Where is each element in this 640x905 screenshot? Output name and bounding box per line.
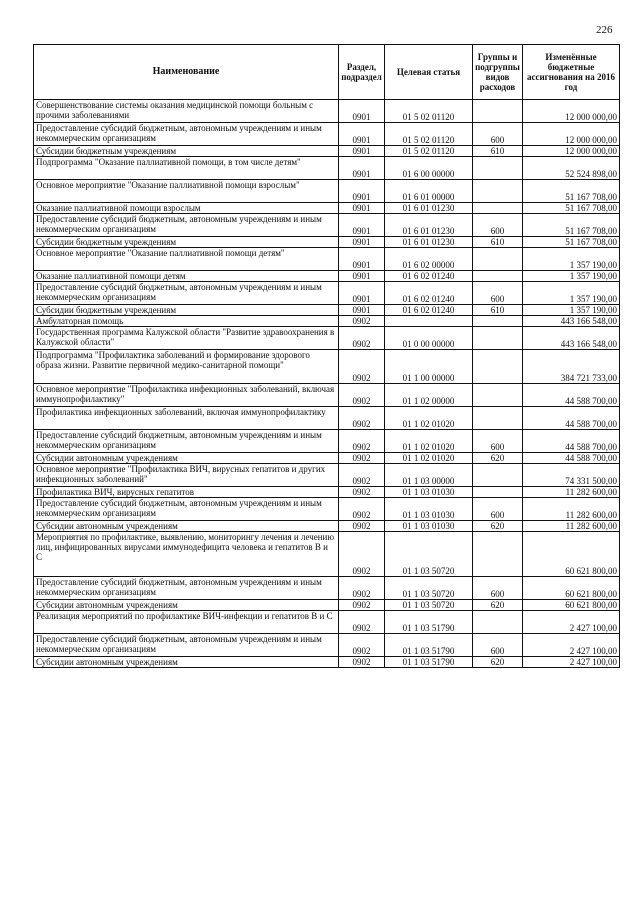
row-section: 0902 xyxy=(339,384,385,407)
row-amount: 74 331 500,00 xyxy=(523,464,620,487)
row-target: 01 1 02 00000 xyxy=(385,384,473,407)
row-target: 01 6 01 01230 xyxy=(385,203,473,214)
row-group xyxy=(473,271,523,282)
table-row xyxy=(34,407,620,430)
table-row xyxy=(34,487,620,498)
row-section: 0902 xyxy=(339,498,385,521)
row-name: Предоставление субсидий бюджетным, автономным учреждениям и иным некоммерческим организациям xyxy=(34,634,339,657)
row-target: 01 1 03 50720 xyxy=(385,532,473,577)
row-amount: 60 621 800,00 xyxy=(523,600,620,611)
row-group: 600 xyxy=(473,214,523,237)
row-target: 01 5 02 01120 xyxy=(385,123,473,146)
row-group xyxy=(473,487,523,498)
row-amount: 384 721 733,00 xyxy=(523,350,620,384)
row-group: 610 xyxy=(473,237,523,248)
row-section: 0901 xyxy=(339,271,385,282)
row-target: 01 6 01 01230 xyxy=(385,237,473,248)
row-section: 0901 xyxy=(339,282,385,305)
row-name: Субсидии автономным учреждениям xyxy=(34,657,339,668)
row-section: 0901 xyxy=(339,305,385,316)
row-section: 0901 xyxy=(339,146,385,157)
table-row xyxy=(34,327,620,350)
row-amount: 1 357 190,00 xyxy=(523,282,620,305)
row-section: 0902 xyxy=(339,316,385,327)
row-group xyxy=(473,384,523,407)
row-amount: 51 167 708,00 xyxy=(523,180,620,203)
row-section: 0902 xyxy=(339,577,385,600)
header-groups: Группы и подгруппы видов расходов xyxy=(473,45,523,100)
row-amount: 60 621 800,00 xyxy=(523,577,620,600)
table-row xyxy=(34,180,620,203)
row-target: 01 0 00 00000 xyxy=(385,327,473,350)
row-target: 01 1 03 01030 xyxy=(385,487,473,498)
row-section: 0901 xyxy=(339,157,385,180)
row-group xyxy=(473,157,523,180)
row-section: 0902 xyxy=(339,532,385,577)
table-row xyxy=(34,532,620,577)
row-name: Субсидии бюджетным учреждениям xyxy=(34,237,339,248)
row-group: 600 xyxy=(473,430,523,453)
budget-table xyxy=(33,44,620,668)
row-target: 01 1 02 01020 xyxy=(385,453,473,464)
row-group xyxy=(473,203,523,214)
row-amount: 44 588 700,00 xyxy=(523,384,620,407)
row-name: Подпрограмма "Оказание паллиативной помощи, в том числе детям" xyxy=(34,157,339,180)
row-group xyxy=(473,180,523,203)
row-group: 600 xyxy=(473,577,523,600)
table-row xyxy=(34,100,620,123)
row-amount: 44 588 700,00 xyxy=(523,407,620,430)
row-amount: 51 167 708,00 xyxy=(523,237,620,248)
row-section: 0901 xyxy=(339,123,385,146)
row-section: 0902 xyxy=(339,611,385,634)
table-row xyxy=(34,453,620,464)
row-group: 600 xyxy=(473,498,523,521)
page-number: 226 xyxy=(596,24,613,36)
row-target xyxy=(385,316,473,327)
table-row xyxy=(34,157,620,180)
row-name: Основное мероприятие "Оказание паллиативной помощи детям" xyxy=(34,248,339,271)
row-target: 01 1 03 50720 xyxy=(385,577,473,600)
table-row xyxy=(34,237,620,248)
row-name: Оказание паллиативной помощи взрослым xyxy=(34,203,339,214)
row-group: 610 xyxy=(473,305,523,316)
table-header-row xyxy=(34,45,620,100)
row-name: Предоставление субсидий бюджетным, автономным учреждениям и иным некоммерческим организациям xyxy=(34,214,339,237)
row-name: Профилактика ВИЧ, вирусных гепатитов xyxy=(34,487,339,498)
row-group xyxy=(473,316,523,327)
row-amount: 11 282 600,00 xyxy=(523,521,620,532)
header-section: Раздел, подраздел xyxy=(339,45,385,100)
header-name: Наименование xyxy=(34,45,339,100)
row-group: 620 xyxy=(473,657,523,668)
row-target: 01 5 02 01120 xyxy=(385,146,473,157)
row-group xyxy=(473,407,523,430)
row-name: Оказание паллиативной помощи детям xyxy=(34,271,339,282)
row-section: 0901 xyxy=(339,100,385,123)
row-target: 01 1 02 01020 xyxy=(385,430,473,453)
row-target: 01 1 03 51790 xyxy=(385,657,473,668)
table-row xyxy=(34,521,620,532)
row-amount: 44 588 700,00 xyxy=(523,453,620,464)
row-section: 0902 xyxy=(339,407,385,430)
row-amount: 2 427 100,00 xyxy=(523,657,620,668)
row-name: Реализация мероприятий по профилактике ВИЧ-инфекции и гепатитов В и С xyxy=(34,611,339,634)
row-name: Предоставление субсидий бюджетным, автономным учреждениям и иным некоммерческим организациям xyxy=(34,282,339,305)
row-target: 01 6 02 01240 xyxy=(385,282,473,305)
table-row xyxy=(34,146,620,157)
row-amount: 52 524 898,00 xyxy=(523,157,620,180)
row-group: 610 xyxy=(473,146,523,157)
table-row xyxy=(34,611,620,634)
row-target: 01 6 02 01240 xyxy=(385,305,473,316)
row-target: 01 1 03 00000 xyxy=(385,464,473,487)
row-amount: 12 000 000,00 xyxy=(523,100,620,123)
row-amount: 2 427 100,00 xyxy=(523,634,620,657)
row-target: 01 6 01 01230 xyxy=(385,214,473,237)
row-section: 0902 xyxy=(339,600,385,611)
row-section: 0901 xyxy=(339,180,385,203)
row-name: Предоставление субсидий бюджетным, автономным учреждениям и иным некоммерческим организациям xyxy=(34,430,339,453)
row-name: Совершенствование системы оказания медицинской помощи больным с прочими заболеваниями xyxy=(34,100,339,123)
row-target: 01 1 02 01020 xyxy=(385,407,473,430)
row-name: Мероприятия по профилактике, выявлению, мониторингу лечения и лечению лиц, инфицированных вирусами иммунодефицита человека и гепатитов В и С xyxy=(34,532,339,577)
row-amount: 12 000 000,00 xyxy=(523,123,620,146)
row-group xyxy=(473,327,523,350)
row-name: Основное мероприятие "Профилактика инфекционных заболеваний, включая иммунопрофилактику" xyxy=(34,384,339,407)
table-row xyxy=(34,203,620,214)
row-name: Государственная программа Калужской области "Развитие здравоохранения в Калужской области" xyxy=(34,327,339,350)
table-row xyxy=(34,634,620,657)
row-name: Профилактика инфекционных заболеваний, включая иммунопрофилактику xyxy=(34,407,339,430)
row-target: 01 1 03 51790 xyxy=(385,634,473,657)
row-target: 01 1 03 50720 xyxy=(385,600,473,611)
row-target: 01 1 00 00000 xyxy=(385,350,473,384)
row-amount: 51 167 708,00 xyxy=(523,203,620,214)
row-target: 01 5 02 01120 xyxy=(385,100,473,123)
table-row xyxy=(34,316,620,327)
row-group: 620 xyxy=(473,453,523,464)
row-amount: 1 357 190,00 xyxy=(523,248,620,271)
row-name: Субсидии бюджетным учреждениям xyxy=(34,146,339,157)
row-target: 01 1 03 01030 xyxy=(385,498,473,521)
row-name: Основное мероприятие "Оказание паллиативной помощи взрослым" xyxy=(34,180,339,203)
row-section: 0902 xyxy=(339,487,385,498)
row-amount: 2 427 100,00 xyxy=(523,611,620,634)
table-row xyxy=(34,498,620,521)
table-row xyxy=(34,600,620,611)
row-section: 0901 xyxy=(339,237,385,248)
row-group: 600 xyxy=(473,123,523,146)
row-name: Подпрограмма "Профилактика заболеваний и формирование здорового образа жизни. Развитие первичной медико-санитарной помощи" xyxy=(34,350,339,384)
row-section: 0902 xyxy=(339,327,385,350)
row-group xyxy=(473,464,523,487)
header-amount: Изменённые бюджетные ассигнования на 2016 год xyxy=(523,45,620,100)
row-group: 600 xyxy=(473,634,523,657)
row-target: 01 1 03 51790 xyxy=(385,611,473,634)
table-row xyxy=(34,282,620,305)
row-group xyxy=(473,100,523,123)
row-name: Предоставление субсидий бюджетным, автономным учреждениям и иным некоммерческим организациям xyxy=(34,577,339,600)
row-section: 0902 xyxy=(339,464,385,487)
row-section: 0902 xyxy=(339,430,385,453)
row-amount: 11 282 600,00 xyxy=(523,487,620,498)
row-amount: 44 588 700,00 xyxy=(523,430,620,453)
table-row xyxy=(34,271,620,282)
header-target: Целевая статья xyxy=(385,45,473,100)
row-target: 01 6 02 01240 xyxy=(385,271,473,282)
table-row xyxy=(34,305,620,316)
row-target: 01 6 00 00000 xyxy=(385,157,473,180)
table-row xyxy=(34,577,620,600)
row-section: 0902 xyxy=(339,521,385,532)
row-target: 01 6 01 00000 xyxy=(385,180,473,203)
row-name: Субсидии бюджетным учреждениям xyxy=(34,305,339,316)
table-row xyxy=(34,430,620,453)
row-group xyxy=(473,248,523,271)
row-amount: 12 000 000,00 xyxy=(523,146,620,157)
row-amount: 1 357 190,00 xyxy=(523,305,620,316)
row-name: Предоставление субсидий бюджетным, автономным учреждениям и иным некоммерческим организациям xyxy=(34,498,339,521)
row-name: Субсидии автономным учреждениям xyxy=(34,600,339,611)
row-target: 01 1 03 01030 xyxy=(385,521,473,532)
row-name: Амбулаторная помощь xyxy=(34,316,339,327)
row-group: 600 xyxy=(473,282,523,305)
table-row xyxy=(34,350,620,384)
row-section: 0902 xyxy=(339,350,385,384)
table-row xyxy=(34,248,620,271)
row-amount: 11 282 600,00 xyxy=(523,498,620,521)
row-name: Основное мероприятие "Профилактика ВИЧ, вирусных гепатитов и других инфекционных заболеваний" xyxy=(34,464,339,487)
row-group xyxy=(473,532,523,577)
row-amount: 51 167 708,00 xyxy=(523,214,620,237)
row-section: 0901 xyxy=(339,214,385,237)
row-amount: 1 357 190,00 xyxy=(523,271,620,282)
row-amount: 443 166 548,00 xyxy=(523,327,620,350)
row-group: 620 xyxy=(473,600,523,611)
row-name: Субсидии автономным учреждениям xyxy=(34,521,339,532)
table-row xyxy=(34,464,620,487)
table-row xyxy=(34,384,620,407)
row-group xyxy=(473,350,523,384)
row-name: Субсидии автономным учреждениям xyxy=(34,453,339,464)
row-section: 0902 xyxy=(339,453,385,464)
row-name: Предоставление субсидий бюджетным, автономным учреждениям и иным некоммерческим организациям xyxy=(34,123,339,146)
table-row xyxy=(34,657,620,668)
row-target: 01 6 02 00000 xyxy=(385,248,473,271)
row-section: 0901 xyxy=(339,248,385,271)
table-row xyxy=(34,214,620,237)
row-group xyxy=(473,611,523,634)
row-section: 0902 xyxy=(339,634,385,657)
table-row xyxy=(34,123,620,146)
row-group: 620 xyxy=(473,521,523,532)
row-section: 0902 xyxy=(339,657,385,668)
row-amount: 443 166 548,00 xyxy=(523,316,620,327)
row-section: 0901 xyxy=(339,203,385,214)
row-amount: 60 621 800,00 xyxy=(523,532,620,577)
